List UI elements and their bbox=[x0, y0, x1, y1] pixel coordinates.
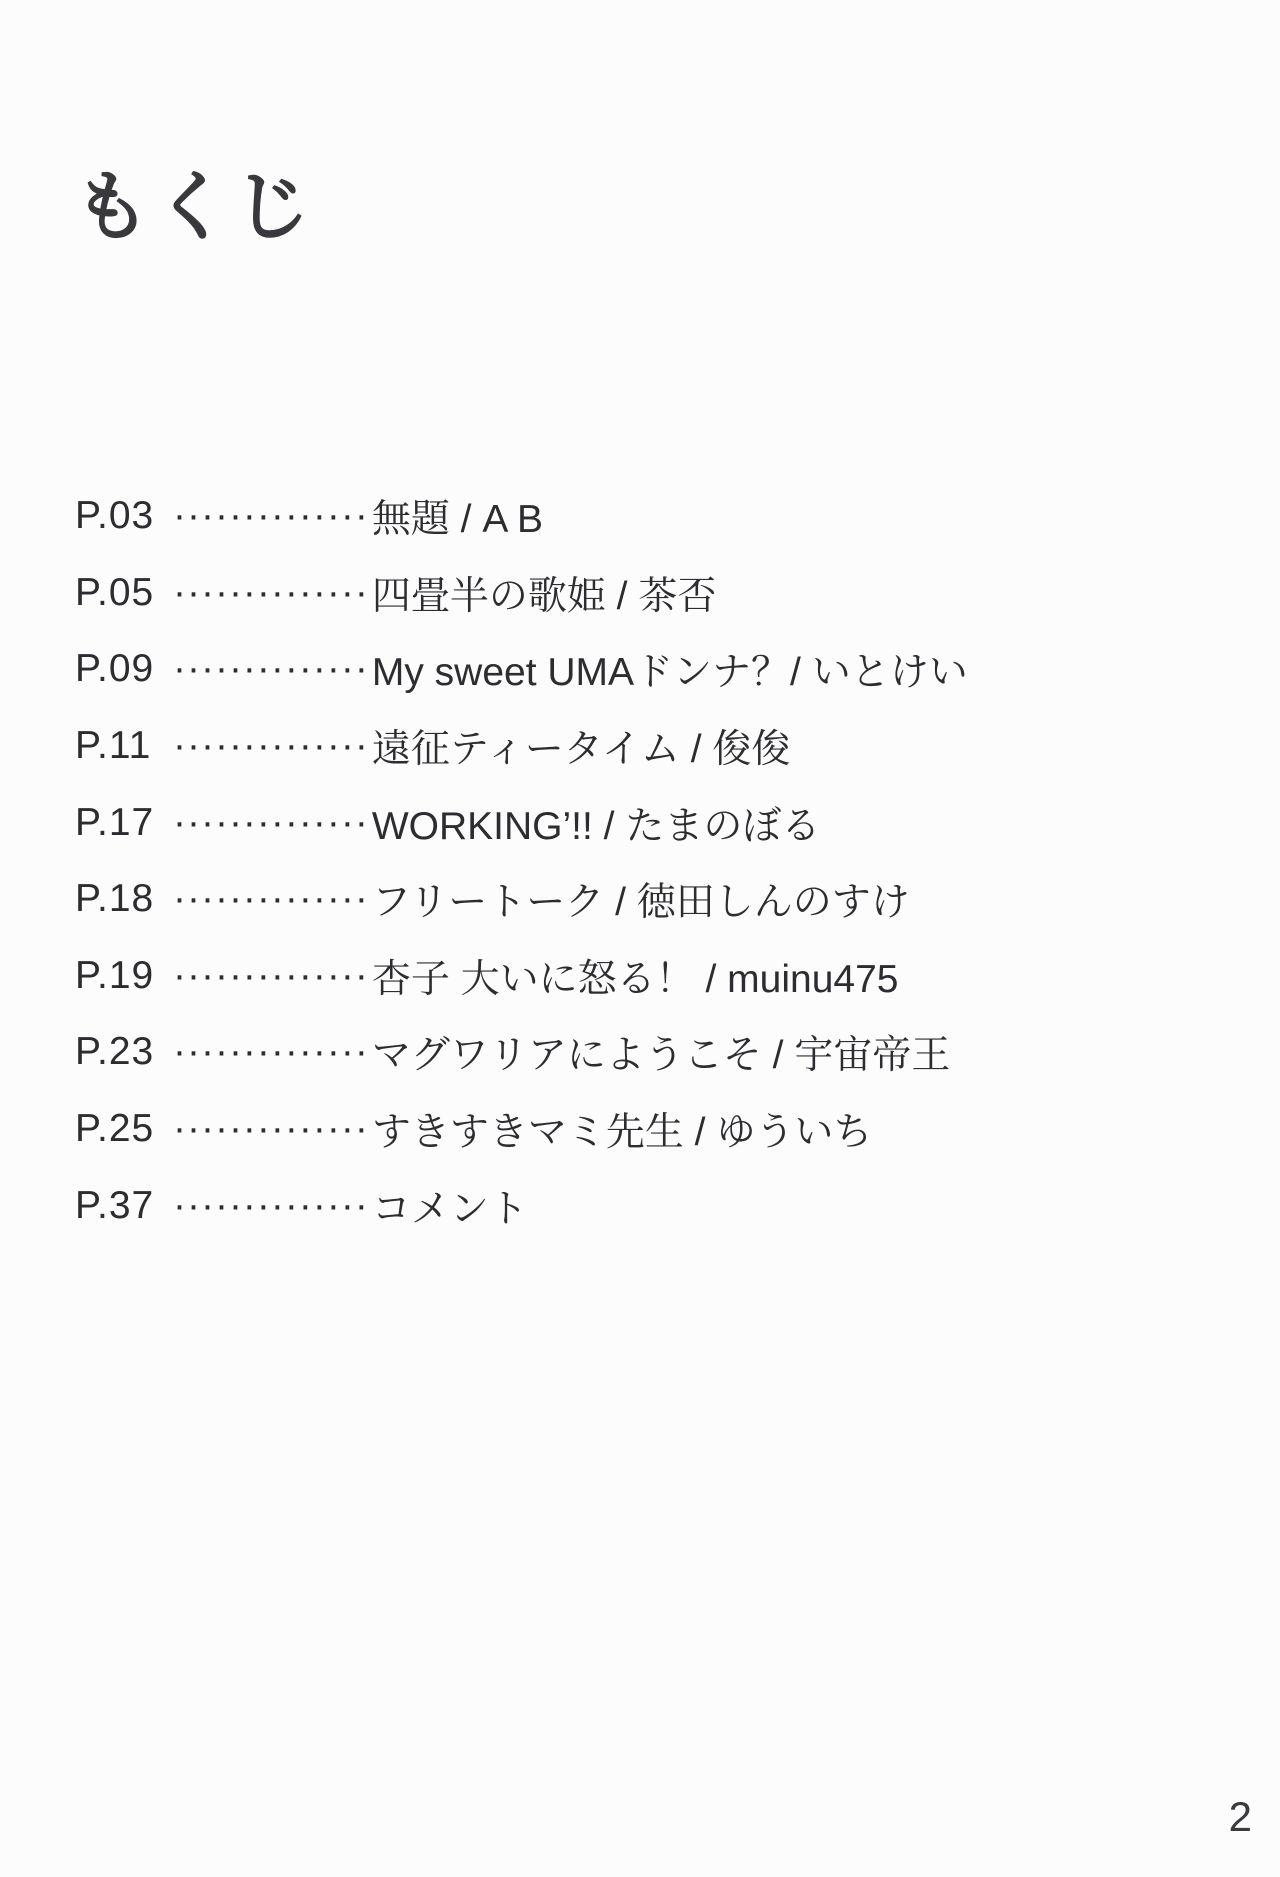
leader-dots: ·············· bbox=[173, 494, 369, 538]
toc-entry bbox=[75, 1014, 1220, 1091]
toc-entry bbox=[75, 938, 1220, 1015]
entry-page-label: P.25 bbox=[75, 1107, 155, 1151]
page-number: 2 bbox=[1228, 1793, 1252, 1840]
toc-entry bbox=[75, 861, 1220, 938]
entry-title: 杏子 大いに怒る！ / muinu475 bbox=[371, 957, 899, 1001]
entry-title: 遠征ティータイム / 俊俊 bbox=[371, 728, 791, 772]
entry-title: コメント bbox=[371, 1187, 528, 1231]
leader-dots: ·············· bbox=[173, 800, 369, 844]
toc-entry bbox=[75, 631, 1220, 708]
leader-dots: ·············· bbox=[173, 724, 369, 768]
entry-page-label: P.03 bbox=[75, 494, 155, 538]
entry-page-label: P.17 bbox=[75, 800, 155, 844]
entry-page-label: P.23 bbox=[75, 1030, 155, 1074]
entry-page-label: P.05 bbox=[75, 570, 155, 614]
entry-title: My sweet UMAドンナ？/ いとけい bbox=[371, 651, 968, 695]
leader-dots: ·············· bbox=[173, 1183, 369, 1227]
page-title: もくじ bbox=[74, 165, 314, 250]
entry-title: 無題 / A B bbox=[371, 498, 544, 542]
entry-page-label: P.19 bbox=[75, 953, 155, 997]
entry-title: フリートーク / 徳田しんのすけ bbox=[371, 881, 910, 925]
leader-dots: ·············· bbox=[173, 1107, 369, 1151]
entry-title: 四畳半の歌姫 / 茶否 bbox=[371, 574, 717, 618]
toc-entry bbox=[75, 555, 1220, 632]
entry-title: WORKING’!! / たまのぼる bbox=[371, 804, 821, 848]
toc-list bbox=[75, 478, 1220, 1244]
leader-dots: ·············· bbox=[173, 570, 369, 614]
leader-dots: ·············· bbox=[173, 953, 369, 997]
entry-page-label: P.11 bbox=[75, 724, 152, 768]
leader-dots: ·············· bbox=[173, 877, 369, 921]
toc-entry bbox=[75, 1167, 1220, 1244]
entry-page-label: P.09 bbox=[75, 647, 155, 691]
toc-entry bbox=[75, 1091, 1220, 1168]
leader-dots: ·············· bbox=[173, 1030, 369, 1074]
toc-entry bbox=[75, 708, 1220, 785]
entry-title: すきすきマミ先生 / ゆういち bbox=[371, 1111, 873, 1155]
toc-entry bbox=[75, 478, 1220, 555]
entry-page-label: P.18 bbox=[75, 877, 155, 921]
leader-dots: ·············· bbox=[173, 647, 369, 691]
entry-title: マグワリアにようこそ / 宇宙帝王 bbox=[371, 1034, 951, 1078]
entry-page-label: P.37 bbox=[75, 1183, 155, 1227]
toc-entry bbox=[75, 784, 1220, 861]
